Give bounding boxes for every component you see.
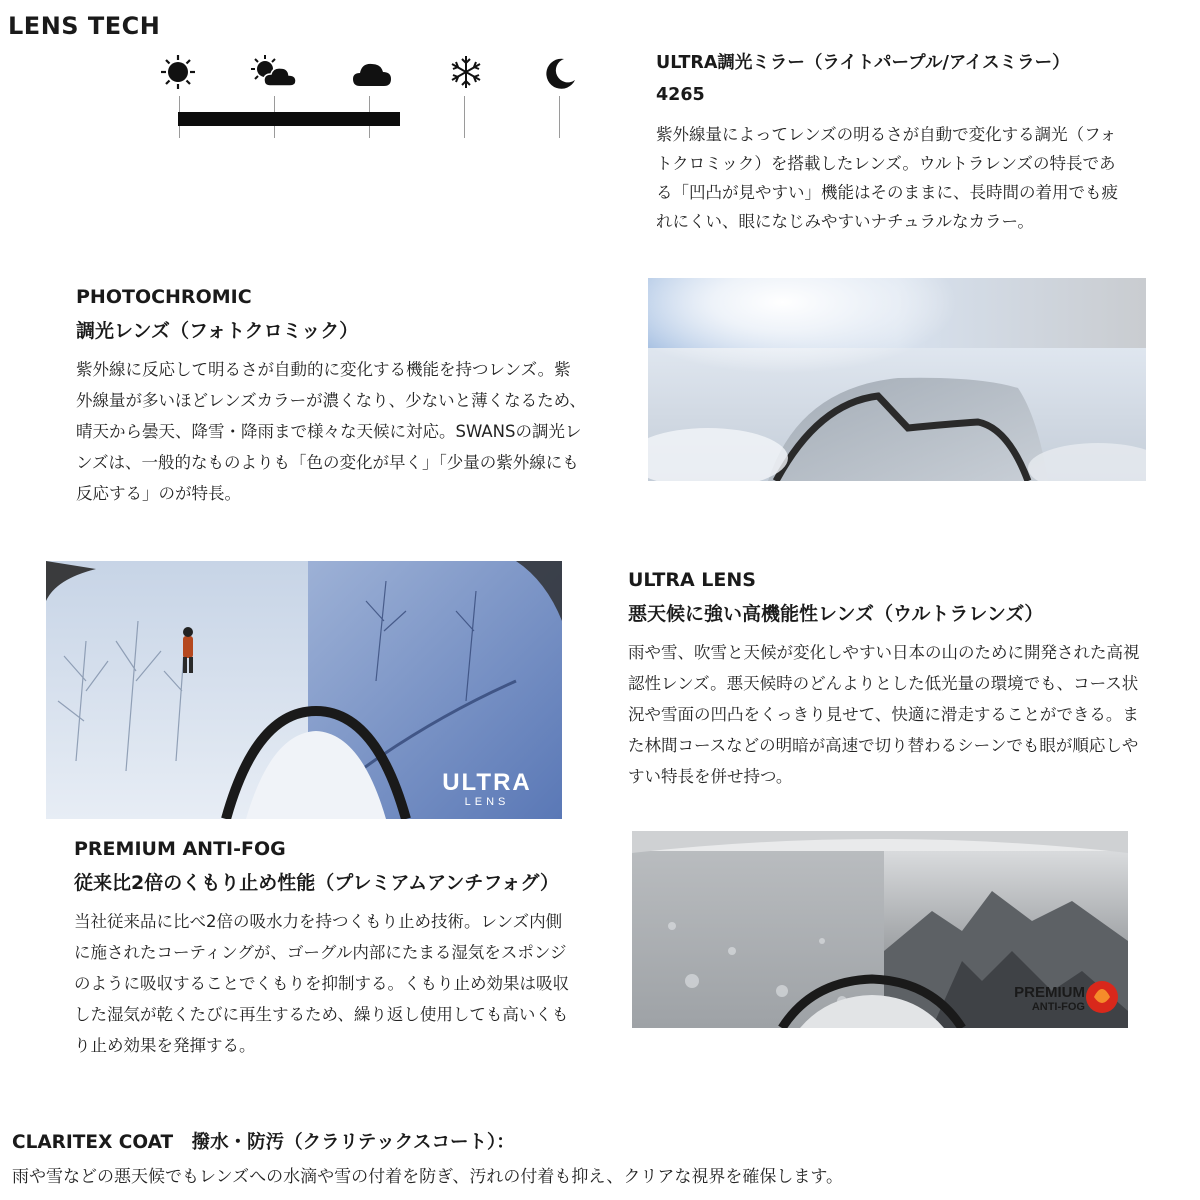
anti-fog-section xyxy=(74,832,574,1061)
moon-icon xyxy=(542,56,578,92)
anti-fog-logo-line1: PREMIUM xyxy=(1014,984,1085,1001)
cloud-icon xyxy=(352,56,392,92)
anti-fog-photo xyxy=(632,831,1128,1028)
photochromic-section xyxy=(76,280,586,509)
photochromic-heading-en: PHOTOCHROMIC xyxy=(76,286,252,308)
photochromic-body: 紫外線に反応して明るさが自動的に変化する機能を持つレンズ。紫外線量が多いほどレンズカラーが濃くなり、少ないと薄くなるため、晴天から曇天、降雪・降雨まで様々な天候に対応。SWANSの調光レンズは、一般的なものよりも「色の変化が早く」「少量の紫外線にも反応する」のが特長。 xyxy=(76,360,586,503)
ultra-logo-line2: LENS xyxy=(464,796,510,808)
premium-anti-fog-logo xyxy=(975,985,1085,1014)
weather-scale xyxy=(0,0,620,145)
anti-fog-body: 当社従来品に比べ2倍の吸水力を持つくもり止め技術。レンズ内側に施されたコーティングが、ゴーグル内部にたまる湿気をスポンジのように吸収することでくもりを抑制する。くもり止め効果は吸収した湿気が乾くたびに再生するため、繰り返し使用しても高いくもり止め効果を発揮する。 xyxy=(74,912,569,1055)
ultra-lens-logo xyxy=(422,771,552,809)
ultra-mirror-body: 紫外線量によってレンズの明るさが自動で変化する調光（フォトクロミック）を搭載したレンズ。ウルトラレンズの特長である「凹凸が見やすい」機能はそのままに、長時間の着用でも疲れにくい、眼になじみやすいナチュラルなカラー。 xyxy=(656,125,1118,231)
claritex-section xyxy=(12,1126,1192,1194)
ultra-logo-line1: ULTRA xyxy=(442,769,532,796)
ultra-lens-heading-jp: 悪天候に強い高機能性レンズ（ウルトラレンズ） xyxy=(628,603,1044,625)
partly-cloudy-icon xyxy=(250,54,298,90)
ultra-lens-body: 雨や雪、吹雪と天候が変化しやすい日本の山のために開発された高視認性レンズ。悪天候時のどんよりとした低光量の環境でも、コース状況や雪面の凹凸をくっきり見せて、快適に滑走することができる。また林間コースなどの明暗が高速で切り替わるシーンでも眼が順応しやすい特長を併せ持つ。 xyxy=(628,643,1140,786)
sun-icon xyxy=(160,54,196,90)
ultra-mirror-section xyxy=(656,46,1126,236)
scale-tick xyxy=(559,96,560,138)
ultra-lens-heading-en: ULTRA LENS xyxy=(628,569,756,591)
photochromic-heading-jp: 調光レンズ（フォトクロミック） xyxy=(76,320,359,342)
page-title: LENS TECH xyxy=(8,12,161,40)
anti-fog-logo-line2: ANTI-FOG xyxy=(1031,1001,1085,1013)
anti-fog-heading-jp: 従来比2倍のくもり止め性能（プレミアムアンチフォグ） xyxy=(74,872,559,894)
claritex-body: 雨や雪などの悪天候でもレンズへの水滴や雪の付着を防ぎ、汚れの付着も抑え、クリアな視界を確保します。 xyxy=(12,1167,844,1187)
anti-fog-heading-en: PREMIUM ANTI-FOG xyxy=(74,838,286,860)
ultra-lens-section xyxy=(628,563,1148,792)
claritex-heading: CLARITEX COAT 撥水・防汚（クラリテックスコート）： xyxy=(12,1132,515,1153)
ultra-mirror-heading: ULTRA調光ミラー（ライトパープル/アイスミラー） xyxy=(656,53,1070,73)
scale-tick xyxy=(464,96,465,138)
snowflake-icon xyxy=(448,54,484,90)
photochromic-lens-photo xyxy=(648,278,1146,481)
coverage-bar xyxy=(178,112,400,126)
ultra-mirror-model: 4265 xyxy=(656,85,705,105)
ultra-lens-photo xyxy=(46,561,562,819)
